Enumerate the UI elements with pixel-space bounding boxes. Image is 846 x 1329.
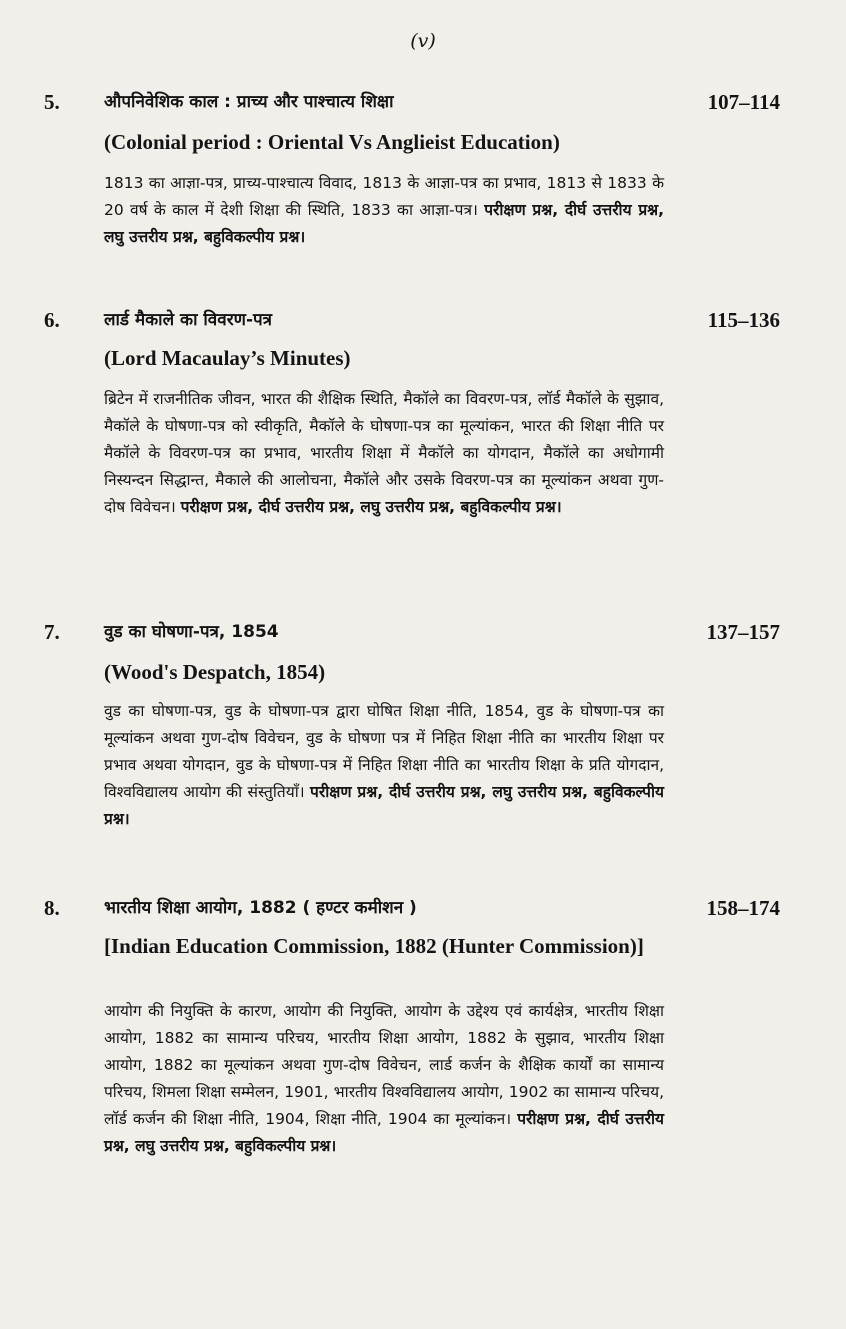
entry-pages: 137–157: [706, 620, 780, 644]
entry-title: लार्ड मैकाले का विवरण-पत्र: [104, 310, 273, 330]
description-text: 1813 का आज्ञा-पत्र, प्राच्य-पाश्चात्य विवाद, 1813 के आज्ञा-पत्र का प्रभाव, 1813 से 1833 के 20 वर्ष के काल में देशी शिक्षा की स्थिति, 1833 का आज्ञा-पत्र।: [104, 174, 664, 219]
entry-subtitle: (Wood's Despatch, 1854): [104, 660, 326, 684]
entry-description: [104, 998, 664, 1160]
entry-subtitle: (Lord Macaulay’s Minutes): [104, 346, 351, 370]
questions-text: परीक्षण प्रश्न, दीर्घ उत्तरीय प्रश्न, लघु उत्तरीय प्रश्न, बहुविकल्पीय प्रश्न।: [104, 201, 664, 246]
questions-text: परीक्षण प्रश्न, दीर्घ उत्तरीय प्रश्न, लघु उत्तरीय प्रश्न, बहुविकल्पीय प्रश्न।: [104, 1110, 664, 1155]
entry-title: भारतीय शिक्षा आयोग, 1882 ( हण्टर कमीशन ): [104, 898, 417, 918]
entry-description: [104, 698, 664, 833]
entry-description: [104, 386, 664, 521]
page-number: (v): [410, 30, 436, 52]
questions-text: परीक्षण प्रश्न, दीर्घ उत्तरीय प्रश्न, लघु उत्तरीय प्रश्न, बहुविकल्पीय प्रश्न।: [104, 783, 664, 828]
entry-pages: 158–174: [706, 896, 780, 920]
entry-pages: 107–114: [707, 90, 780, 114]
entry-number: 7.: [44, 620, 60, 644]
questions-text: परीक्षण प्रश्न, दीर्घ उत्तरीय प्रश्न, लघु उत्तरीय प्रश्न, बहुविकल्पीय प्रश्न।: [180, 498, 562, 516]
entry-pages: 115–136: [707, 308, 780, 332]
entry-title: औपनिवेशिक काल : प्राच्य और पाश्चात्य शिक्षा: [104, 92, 394, 112]
entry-subtitle: [Indian Education Commission, 1882 (Hunter Commission)]: [104, 934, 644, 958]
entry-number: 5.: [44, 90, 60, 114]
description-text: आयोग की नियुक्ति के कारण, आयोग की नियुक्ति, आयोग के उद्देश्य एवं कार्यक्षेत्र, भारतीय शिक्षा आयोग, 1882 का सामान्य परिचय, भारतीय शिक्षा आयोग, 1882 के सुझाव, भारतीय शिक्षा आयोग, 1882 का मूल्यांकन अथवा गुण-दोष विवेचन, लार्ड कर्जन के शैक्षिक कार्यों का सामान्य परिचय, शिमला शिक्षा सम्मेलन, 1901, भारतीय विश्वविद्यालय आयोग, 1902 का सामान्य परिचय, लॉर्ड कर्जन की शिक्षा नीति, 1904, शिक्षा नीति, 1904 का मूल्यांकन।: [104, 1002, 664, 1128]
entry-number: 6.: [44, 308, 60, 332]
entry-subtitle: (Colonial period : Oriental Vs Anglieist Education): [104, 130, 560, 154]
description-text: वुड का घोषणा-पत्र, वुड के घोषणा-पत्र द्वारा घोषित शिक्षा नीति, 1854, वुड के घोषणा-पत्र का मूल्यांकन अथवा गुण-दोष विवेचन, वुड के घोषणा पत्र में निहित शिक्षा नीति का भारतीय शिक्षा पर प्रभाव अथवा योगदान, वुड के घोषणा-पत्र में निहित शिक्षा नीति का भारतीय शिक्षा के प्रति योगदान, विश्वविद्यालय आयोग की संस्तुतियाँ।: [104, 702, 664, 801]
entry-number: 8.: [44, 896, 60, 920]
description-text: ब्रिटेन में राजनीतिक जीवन, भारत की शैक्षिक स्थिति, मैकॉले का विवरण-पत्र, लॉर्ड मैकॉले के सुझाव, मैकॉले के घोषणा-पत्र को स्वीकृति, मैकॉले के घोषणा-पत्र का मूल्यांकन, भारत की शिक्षा नीति पर मैकॉले के विवरण-पत्र का प्रभाव, भारतीय शिक्षा में मैकॉले का योगदान, मैकॉले का अधोगामी निस्यन्दन सिद्धान्त, मैकाले की आलोचना, मैकॉले और उसके विवरण-पत्र का मूल्यांकन अथवा गुण-दोष विवेचन।: [104, 390, 664, 516]
entry-title: वुड का घोषणा-पत्र, 1854: [104, 622, 279, 642]
entry-description: [104, 170, 664, 251]
